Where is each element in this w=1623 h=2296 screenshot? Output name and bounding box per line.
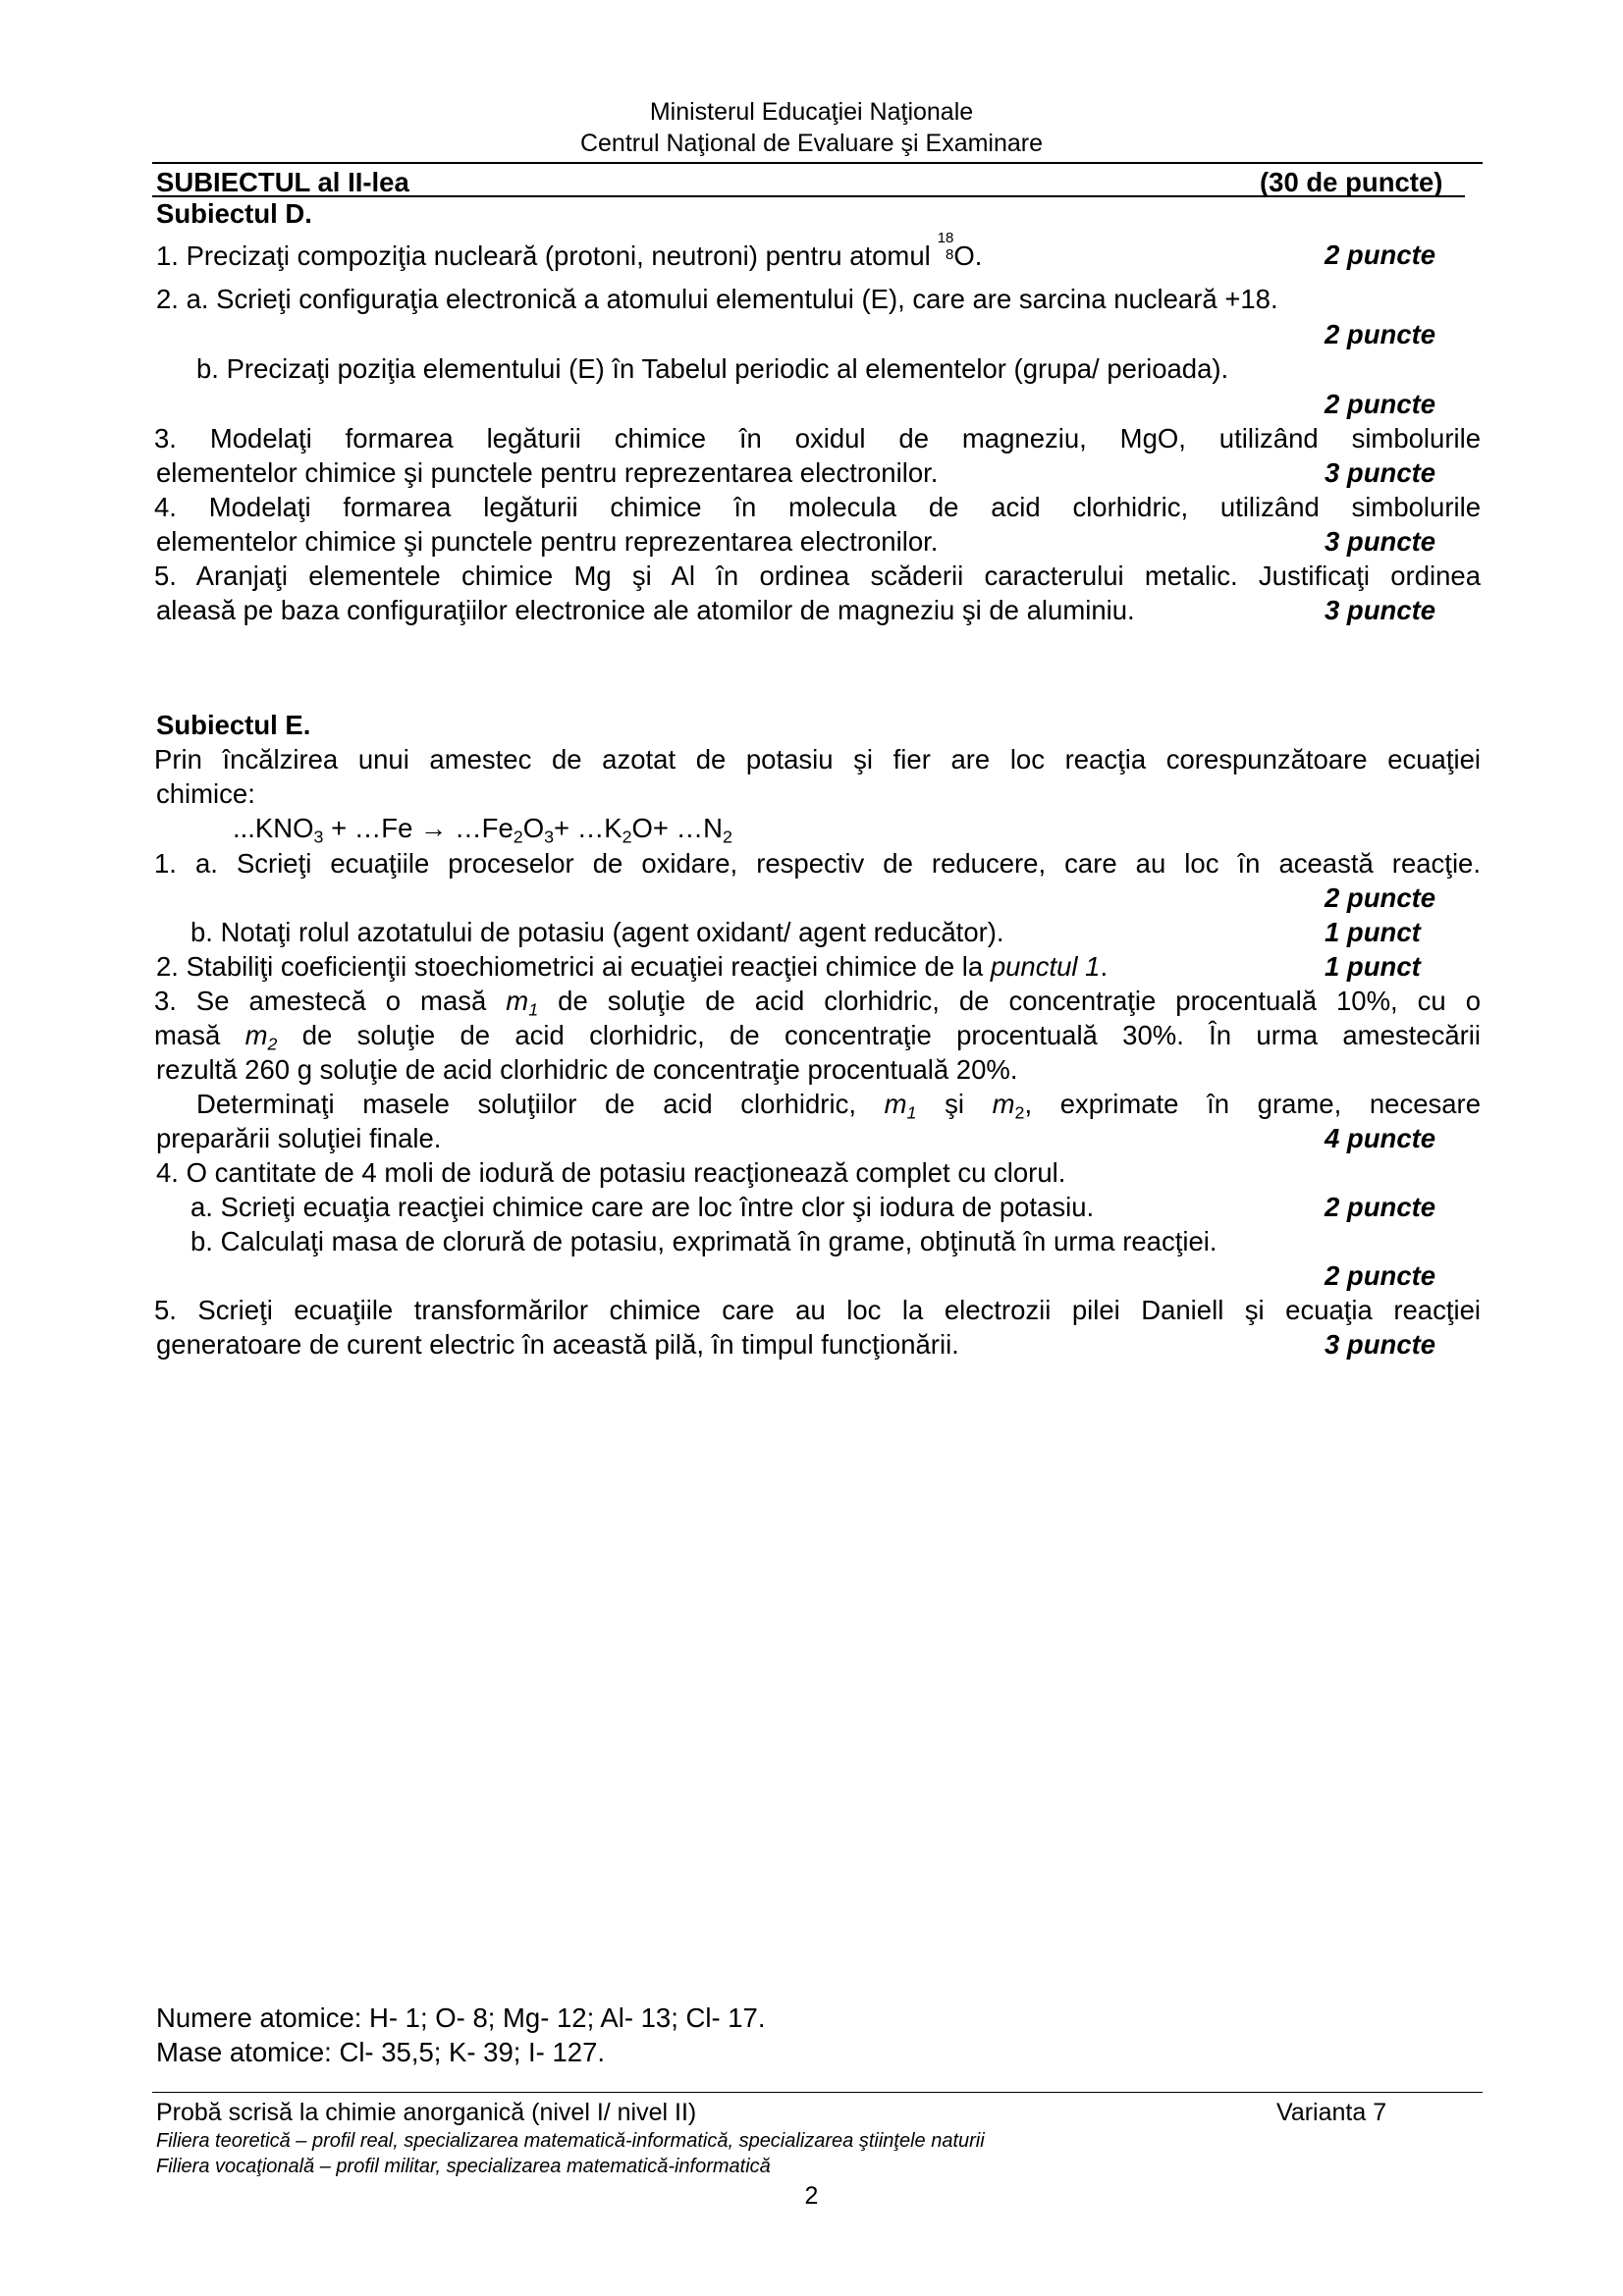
- section-d-heading: Subiectul D.: [156, 198, 312, 229]
- eq-sub: 2: [513, 827, 523, 847]
- d-question-3-line2: elementelor chimice şi punctele pentru reprezentarea electronilor.: [156, 457, 939, 488]
- e-question-3-line2: [154, 1020, 1481, 1054]
- e-question-4a: a. Scrieţi ecuaţia reacţiei chimice care are loc între clor şi iodura de potasiu.: [190, 1192, 1095, 1222]
- d-question-1: [156, 230, 983, 272]
- footer-track-theoretical: Filiera teoretică – profil real, specializarea matematică-informatică, specializarea ştiinţele naturii: [156, 2130, 985, 2152]
- var-sub: 1: [906, 1102, 917, 1123]
- footer-track-vocational: Filiera vocaţională – profil militar, specializarea matematică-informatică: [156, 2156, 771, 2177]
- var-m: m: [884, 1089, 907, 1119]
- e-q2-text: 2. Stabiliţi coeficienţii stoechiometrici ai ecuaţiei reacţiei chimice de la: [156, 951, 991, 982]
- var-m: m: [244, 1020, 268, 1050]
- reaction-equation: [233, 813, 732, 847]
- e-question-4-intro: 4. O cantitate de 4 moli de iodură de potasiu reacţionează complet cu clorul.: [156, 1157, 1066, 1188]
- e-question-5-line1: 5. Scrieţi ecuaţiile transformărilor chimice care au loc la electrozii pilei Daniell şi ecuaţia reacţiei: [154, 1295, 1481, 1325]
- eq-sub: 3: [544, 827, 555, 847]
- d-question-4-line1: 4. Modelaţi formarea legăturii chimice în molecula de acid clorhidric, utilizând simbolurile: [154, 492, 1481, 522]
- title-underline: [152, 195, 1465, 197]
- e-q3-text: de soluţie de acid clorhidric, de concentraţie procentuală 30%. În urma amestecării: [277, 1020, 1481, 1050]
- eq-sub: 2: [722, 827, 732, 847]
- d-q3-points: 3 puncte: [1325, 457, 1436, 488]
- var-sub: 1: [528, 999, 539, 1020]
- header-center: Centrul Naţional de Evaluare şi Examinare: [579, 130, 1044, 157]
- var-sub: 2: [1014, 1102, 1025, 1123]
- e-q1a-points: 2 puncte: [1325, 882, 1436, 913]
- footer-variant: Varianta 7: [1276, 2099, 1387, 2126]
- page-number: 2: [804, 2182, 819, 2210]
- eq-part: + …K: [554, 813, 622, 843]
- var-m: m: [992, 1089, 1015, 1119]
- e-q1b-points: 1 punct: [1325, 917, 1421, 947]
- atomic-numbers: Numere atomice: H- 1; O- 8; Mg- 12; Al- 13; Cl- 17.: [156, 2002, 766, 2033]
- e-question-3-line4: [196, 1089, 1482, 1123]
- eq-part: ...KNO: [233, 813, 314, 843]
- d-q1-after: .: [974, 240, 983, 271]
- e-intro-line2: chimice:: [156, 778, 255, 809]
- eq-part: + …Fe → …Fe: [323, 813, 514, 843]
- e-intro-line1: Prin încălzirea unui amestec de azotat de potasiu şi fier are loc reacţia corespunzătoare ecuaţiei: [154, 744, 1481, 774]
- section-e-heading: Subiectul E.: [156, 710, 311, 740]
- d-question-2a: 2. a. Scrieţi configuraţia electronică a atomului elementului (E), care are sarcina nucleară +18.: [156, 284, 1278, 314]
- header-ministry: Ministerul Educaţiei Naţionale: [649, 98, 974, 126]
- e-q3-text: de soluţie de acid clorhidric, de concentraţie procentuală 10%, cu o: [538, 986, 1481, 1016]
- var-sub: 2: [267, 1034, 278, 1054]
- eq-sub: 2: [622, 827, 632, 847]
- d-q5-points: 3 puncte: [1325, 595, 1436, 625]
- e-q3-text: şi: [916, 1089, 993, 1119]
- e-question-2: [156, 951, 1108, 983]
- eq-sub: 3: [313, 827, 324, 847]
- footer-exam: Probă scrisă la chimie anorganică (nivel I/ nivel II): [156, 2099, 697, 2126]
- e-q2-points: 1 punct: [1325, 951, 1421, 982]
- var-m: m: [506, 986, 529, 1016]
- d-q1-points: 2 puncte: [1325, 240, 1436, 270]
- e-question-4b: b. Calculaţi masa de clorură de potasiu, exprimată în grame, obţinută în urma reacţiei.: [190, 1226, 1217, 1256]
- e-q3-points: 4 puncte: [1325, 1123, 1436, 1153]
- isotope-mass: 18: [937, 230, 954, 246]
- d-q2b-points: 2 puncte: [1325, 389, 1436, 419]
- e-q3-text: masă: [154, 1020, 245, 1050]
- isotope-symbol: O: [953, 240, 975, 271]
- header-divider: [152, 162, 1483, 164]
- e-question-1b: b. Notaţi rolul azotatului de potasiu (agent oxidant/ agent reducător).: [190, 917, 1004, 947]
- atomic-masses: Mase atomice: Cl- 35,5; K- 39; I- 127.: [156, 2037, 605, 2067]
- d-q2a-points: 2 puncte: [1325, 319, 1436, 349]
- d-question-2b: b. Precizaţi poziţia elementului (E) în Tabelul periodic al elementelor (grupa/ perioada).: [196, 353, 1229, 384]
- d-question-4-line2: elementelor chimice şi punctele pentru reprezentarea electronilor.: [156, 526, 939, 557]
- e-question-5-line2: generatoare de curent electric în această pilă, în timpul funcţionării.: [156, 1329, 959, 1360]
- e-q4b-points: 2 puncte: [1325, 1260, 1436, 1291]
- d-q1-text: 1. Precizaţi compoziţia nucleară (protoni, neutroni) pentru atomul: [156, 240, 931, 271]
- e-q3-text: 3. Se amestecă o masă: [154, 986, 507, 1016]
- e-q5-points: 3 puncte: [1325, 1329, 1436, 1360]
- d-question-3-line1: 3. Modelaţi formarea legăturii chimice în oxidul de magneziu, MgO, utilizând simbolurile: [154, 423, 1481, 454]
- subject-points: (30 de puncte): [1260, 167, 1443, 197]
- footer-divider: [152, 2092, 1483, 2093]
- d-question-5-line2: aleasă pe baza configuraţiilor electronice ale atomilor de magneziu şi de aluminiu.: [156, 595, 1135, 625]
- e-q3-text: Determinaţi masele soluţiilor de acid clorhidric,: [196, 1089, 885, 1119]
- isotope-number: 8: [946, 246, 954, 263]
- d-q4-points: 3 puncte: [1325, 526, 1436, 557]
- e-q3-text: , exprimate în grame, necesare: [1024, 1089, 1482, 1119]
- eq-part: O+ …N: [631, 813, 723, 843]
- d-question-5-line1: 5. Aranjaţi elementele chimice Mg şi Al în ordinea scăderii caracterului metalic. Justificaţi ordinea: [154, 561, 1481, 591]
- e-question-1a: 1. a. Scrieţi ecuaţiile proceselor de oxidare, respectiv de reducere, care au loc în această reacţie.: [154, 848, 1481, 879]
- e-question-3-line1: [154, 986, 1481, 1020]
- subject-title: SUBIECTUL al II-lea: [156, 167, 409, 197]
- e-q2-after: .: [1100, 951, 1109, 982]
- e-q2-ref: punctul 1: [990, 951, 1101, 982]
- e-question-3-line5: preparării soluţiei finale.: [156, 1123, 442, 1153]
- e-q4a-points: 2 puncte: [1325, 1192, 1436, 1222]
- eq-part: O: [522, 813, 545, 843]
- isotope-notation: [937, 230, 954, 269]
- e-question-3-line3: rezultă 260 g soluţie de acid clorhidric de concentraţie procentuală 20%.: [156, 1054, 1018, 1085]
